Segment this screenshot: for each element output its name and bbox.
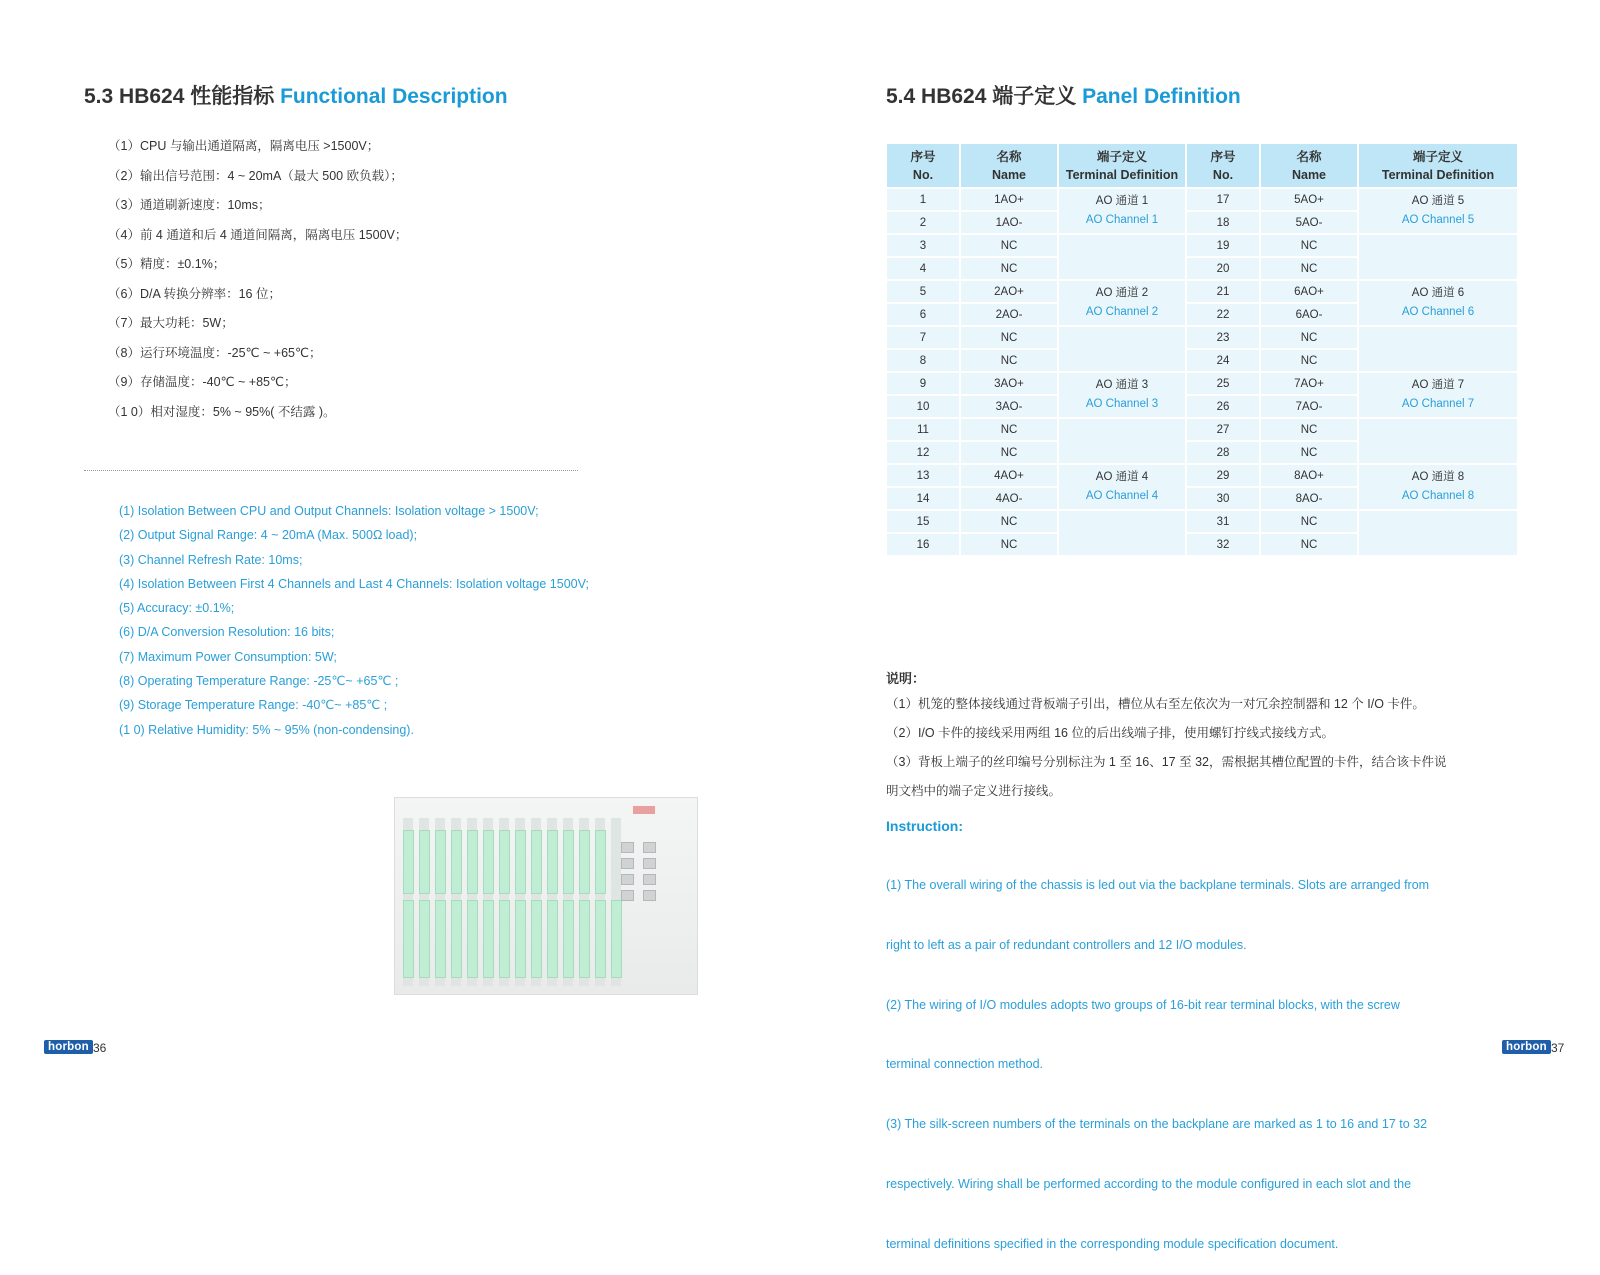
terminal-name-cell: 3AO- — [961, 396, 1057, 419]
network-port — [643, 842, 656, 853]
terminal-name-cell: NC — [961, 511, 1057, 534]
header-no: 序号 No. — [887, 144, 959, 189]
terminal-name-cell: NC — [961, 235, 1057, 258]
terminal-no-cell: 1 — [887, 189, 959, 212]
table-row — [887, 281, 1517, 304]
zh-spec-item: （1）CPU 与输出通道隔离，隔离电压 >1500V； — [108, 139, 380, 153]
channel-definition-cell — [1359, 465, 1517, 511]
right-title-en: Panel Definition — [1082, 85, 1241, 108]
terminal-no-cell: 25 — [1187, 373, 1259, 396]
horbon-logo-left: horbon — [44, 1040, 93, 1054]
terminal-block — [435, 830, 446, 894]
channel-zh: AO 通道 4 — [1095, 471, 1149, 483]
channel-zh: AO 通道 3 — [1095, 379, 1149, 391]
terminal-block — [467, 900, 478, 978]
instruction-title: Instruction: — [886, 818, 963, 834]
zh-spec-item: （3）通道刷新速度：10ms； — [108, 198, 271, 212]
empty-definition-cell — [1059, 511, 1185, 557]
terminal-block — [547, 900, 558, 978]
empty-definition-cell — [1059, 327, 1185, 373]
channel-en: AO Channel 1 — [1085, 214, 1159, 226]
terminal-block — [499, 830, 510, 894]
section-divider — [84, 470, 578, 471]
note-zh-item: （3）背板上端子的丝印编号分别标注为 1 至 16、17 至 32，需根据其槽位配置的卡件，结合该卡件说 — [886, 755, 1447, 769]
horbon-logo-right: horbon — [1502, 1040, 1551, 1054]
channel-definition-cell — [1059, 373, 1185, 419]
channel-en: AO Channel 7 — [1401, 398, 1475, 410]
terminal-name-cell: NC — [1261, 442, 1357, 465]
header-no: 序号 No. — [1187, 144, 1259, 189]
header-definition: 端子定义 Terminal Definition — [1059, 144, 1185, 189]
channel-definition-cell — [1359, 281, 1517, 327]
channel-zh: AO 通道 1 — [1095, 195, 1149, 207]
terminal-name-cell: 2AO- — [961, 304, 1057, 327]
zh-spec-item: （7）最大功耗：5W； — [108, 316, 234, 330]
zh-spec-item: （2）输出信号范围：4 ~ 20mA（最大 500 欧负载）； — [108, 168, 403, 183]
en-spec-item: (1) Isolation Between CPU and Output Channels: Isolation voltage > 1500V; — [119, 504, 539, 518]
empty-definition-cell — [1359, 511, 1517, 557]
terminal-block — [595, 900, 606, 978]
terminal-name-cell: 6AO- — [1261, 304, 1357, 327]
table-row — [887, 419, 1517, 442]
en-spec-item: (8) Operating Temperature Range: -25℃~ +65℃ ; — [119, 674, 399, 689]
notes-title: 说明： — [886, 671, 926, 686]
empty-definition-cell — [1059, 419, 1185, 465]
terminal-name-cell: NC — [961, 258, 1057, 281]
left-title-prefix: 5.3 HB624 性能指标 — [84, 85, 275, 108]
terminal-name-cell: NC — [1261, 235, 1357, 258]
terminal-no-cell: 29 — [1187, 465, 1259, 488]
terminal-block — [419, 900, 430, 978]
network-port — [643, 858, 656, 869]
terminal-no-cell: 18 — [1187, 212, 1259, 235]
note-zh-item: 明文档中的端子定义进行接线。 — [886, 784, 1062, 798]
terminal-block — [515, 900, 526, 978]
terminal-name-cell: 4AO- — [961, 488, 1057, 511]
instruction-list — [886, 838, 1429, 1275]
terminal-block — [403, 830, 414, 894]
terminal-no-cell: 21 — [1187, 281, 1259, 304]
controller-label — [633, 806, 655, 814]
terminal-name-cell: NC — [1261, 419, 1357, 442]
terminal-block — [419, 830, 430, 894]
channel-definition-cell — [1059, 281, 1185, 327]
zh-spec-item: （8）运行环境温度：-25℃ ~ +65℃； — [108, 345, 322, 360]
table-row — [887, 327, 1517, 350]
terminal-no-cell: 3 — [887, 235, 959, 258]
terminal-no-cell: 6 — [887, 304, 959, 327]
channel-definition-cell — [1359, 373, 1517, 419]
terminal-name-cell: 6AO+ — [1261, 281, 1357, 304]
terminal-name-cell: NC — [1261, 350, 1357, 373]
channel-en: AO Channel 6 — [1401, 306, 1475, 318]
terminal-name-cell: 8AO+ — [1261, 465, 1357, 488]
terminal-no-cell: 31 — [1187, 511, 1259, 534]
table-row — [887, 235, 1517, 258]
left-section-title — [84, 80, 508, 110]
terminal-block — [531, 900, 542, 978]
terminal-block — [611, 900, 622, 978]
terminal-name-cell: NC — [1261, 327, 1357, 350]
terminal-name-cell: NC — [1261, 511, 1357, 534]
channel-definition-cell — [1059, 465, 1185, 511]
empty-definition-cell — [1359, 327, 1517, 373]
terminal-no-cell: 4 — [887, 258, 959, 281]
en-spec-item: (3) Channel Refresh Rate: 10ms; — [119, 552, 303, 567]
channel-en: AO Channel 3 — [1085, 398, 1159, 410]
en-spec-item: (4) Isolation Between First 4 Channels and Last 4 Channels: Isolation voltage 1500V; — [119, 576, 589, 591]
channel-en: AO Channel 8 — [1401, 490, 1475, 502]
channel-en: AO Channel 4 — [1085, 490, 1159, 502]
instruction-line: right to left as a pair of redundant controllers and 12 I/O modules. — [886, 937, 1247, 952]
en-spec-item: (5) Accuracy: ±0.1%; — [119, 601, 235, 616]
instruction-line: terminal connection method. — [886, 1057, 1044, 1072]
channel-zh: AO 通道 7 — [1411, 379, 1465, 391]
terminal-name-cell: 1AO+ — [961, 189, 1057, 212]
right-title-prefix: 5.4 HB624 端子定义 — [886, 85, 1077, 108]
notes-zh-list — [886, 690, 1446, 806]
terminal-block — [579, 830, 590, 894]
panel-definition-table-wrap — [885, 144, 1519, 557]
terminal-block — [563, 830, 574, 894]
terminal-no-cell: 32 — [1187, 534, 1259, 557]
en-spec-item: (2) Output Signal Range: 4 ~ 20mA (Max. 500Ω load); — [119, 528, 418, 543]
page-number-right: 37 — [1551, 1041, 1565, 1055]
empty-definition-cell — [1359, 235, 1517, 281]
empty-definition-cell — [1059, 235, 1185, 281]
terminal-name-cell: 7AO- — [1261, 396, 1357, 419]
terminal-name-cell: 8AO- — [1261, 488, 1357, 511]
terminal-name-cell: 2AO+ — [961, 281, 1057, 304]
channel-zh: AO 通道 2 — [1095, 287, 1149, 299]
terminal-no-cell: 22 — [1187, 304, 1259, 327]
terminal-no-cell: 9 — [887, 373, 959, 396]
terminal-block — [499, 900, 510, 978]
terminal-name-cell: NC — [961, 419, 1057, 442]
terminal-no-cell: 17 — [1187, 189, 1259, 212]
terminal-no-cell: 5 — [887, 281, 959, 304]
en-spec-list — [119, 499, 589, 742]
channel-en: AO Channel 2 — [1085, 306, 1159, 318]
terminal-name-cell: 3AO+ — [961, 373, 1057, 396]
network-port — [621, 890, 634, 901]
terminal-no-cell: 13 — [887, 465, 959, 488]
note-zh-item: （2）I/O 卡件的接线采用两组 16 位的后出线端子排，使用螺钉拧线式接线方式。 — [886, 726, 1334, 740]
terminal-block — [563, 900, 574, 978]
terminal-no-cell: 11 — [887, 419, 959, 442]
terminal-name-cell: NC — [961, 350, 1057, 373]
zh-spec-list — [108, 132, 407, 427]
channel-en: AO Channel 5 — [1401, 214, 1475, 226]
instruction-line: (1) The overall wiring of the chassis is led out via the backplane terminals. Slots are arranged from — [886, 878, 1430, 892]
channel-definition-cell — [1059, 189, 1185, 235]
zh-spec-item: （6）D/A 转换分辨率：16 位； — [108, 286, 281, 301]
header-definition: 端子定义 Terminal Definition — [1359, 144, 1517, 189]
terminal-block — [467, 830, 478, 894]
zh-spec-item: （9）存储温度：-40℃ ~ +85℃； — [108, 375, 297, 389]
terminal-block — [547, 830, 558, 894]
terminal-block — [451, 900, 462, 978]
terminal-name-cell: NC — [1261, 258, 1357, 281]
terminal-no-cell: 26 — [1187, 396, 1259, 419]
table-row — [887, 465, 1517, 488]
zh-spec-item: （1 0）相对湿度：5% ~ 95%( 不结露 )。 — [108, 404, 336, 419]
terminal-no-cell: 16 — [887, 534, 959, 557]
zh-spec-item: （4）前 4 通道和后 4 通道间隔离，隔离电压 1500V； — [108, 227, 408, 242]
terminal-block — [451, 830, 462, 894]
terminal-block — [595, 830, 606, 894]
instruction-line: (2) The wiring of I/O modules adopts two groups of 16-bit rear terminal blocks, with the screw — [886, 997, 1400, 1012]
terminal-name-cell: NC — [961, 327, 1057, 350]
terminal-name-cell: NC — [961, 442, 1057, 465]
table-row — [887, 511, 1517, 534]
terminal-name-cell: 1AO- — [961, 212, 1057, 235]
en-spec-item: (9) Storage Temperature Range: -40℃~ +85℃ ; — [119, 698, 388, 713]
terminal-block — [515, 830, 526, 894]
terminal-name-cell: 4AO+ — [961, 465, 1057, 488]
terminal-block — [579, 900, 590, 978]
page-number-left: 36 — [93, 1041, 107, 1055]
terminal-no-cell: 20 — [1187, 258, 1259, 281]
header-name: 名称 Name — [961, 144, 1057, 189]
header-name: 名称 Name — [1261, 144, 1357, 189]
zh-spec-item: （5）精度：±0.1%； — [108, 257, 226, 271]
terminal-no-cell: 12 — [887, 442, 959, 465]
terminal-block — [483, 900, 494, 978]
terminal-no-cell: 7 — [887, 327, 959, 350]
terminal-block — [403, 900, 414, 978]
empty-definition-cell — [1359, 419, 1517, 465]
terminal-no-cell: 19 — [1187, 235, 1259, 258]
instruction-line: (3) The silk-screen numbers of the terminals on the backplane are marked as 1 to 16 and 17 to 32 — [886, 1117, 1428, 1132]
terminal-no-cell: 30 — [1187, 488, 1259, 511]
terminal-no-cell: 24 — [1187, 350, 1259, 373]
terminal-no-cell: 28 — [1187, 442, 1259, 465]
terminal-name-cell: NC — [1261, 534, 1357, 557]
en-spec-item: (7) Maximum Power Consumption: 5W; — [119, 649, 337, 664]
terminal-no-cell: 10 — [887, 396, 959, 419]
table-row — [887, 189, 1517, 212]
note-zh-item: （1）机笼的整体接线通过背板端子引出，槽位从右至左依次为一对冗余控制器和 12 个 I/O 卡件。 — [886, 697, 1425, 711]
en-spec-item: (6) D/A Conversion Resolution: 16 bits; — [119, 625, 335, 640]
terminal-name-cell: NC — [961, 534, 1057, 557]
table-row — [887, 373, 1517, 396]
terminal-block — [435, 900, 446, 978]
panel-definition-table — [885, 144, 1519, 557]
terminal-no-cell: 14 — [887, 488, 959, 511]
terminal-block — [531, 830, 542, 894]
instruction-line: respectively. Wiring shall be performed according to the module configured in each slot and the — [886, 1176, 1412, 1191]
terminal-name-cell: 5AO- — [1261, 212, 1357, 235]
network-port — [643, 874, 656, 885]
channel-zh: AO 通道 5 — [1411, 195, 1465, 207]
terminal-no-cell: 27 — [1187, 419, 1259, 442]
instruction-line: terminal definitions specified in the corresponding module specification document. — [886, 1236, 1339, 1251]
terminal-no-cell: 2 — [887, 212, 959, 235]
en-spec-item: (1 0) Relative Humidity: 5% ~ 95% (non-condensing). — [119, 722, 414, 737]
network-port — [643, 890, 656, 901]
network-port — [621, 858, 634, 869]
terminal-no-cell: 15 — [887, 511, 959, 534]
terminal-no-cell: 23 — [1187, 327, 1259, 350]
terminal-block — [483, 830, 494, 894]
network-port — [621, 874, 634, 885]
channel-definition-cell — [1359, 189, 1517, 235]
chassis-product-image — [394, 797, 698, 995]
terminal-no-cell: 8 — [887, 350, 959, 373]
network-port — [621, 842, 634, 853]
channel-zh: AO 通道 8 — [1411, 471, 1465, 483]
left-title-en: Functional Description — [280, 85, 508, 108]
channel-zh: AO 通道 6 — [1411, 287, 1465, 299]
terminal-name-cell: 5AO+ — [1261, 189, 1357, 212]
right-section-title — [886, 80, 1241, 110]
terminal-name-cell: 7AO+ — [1261, 373, 1357, 396]
